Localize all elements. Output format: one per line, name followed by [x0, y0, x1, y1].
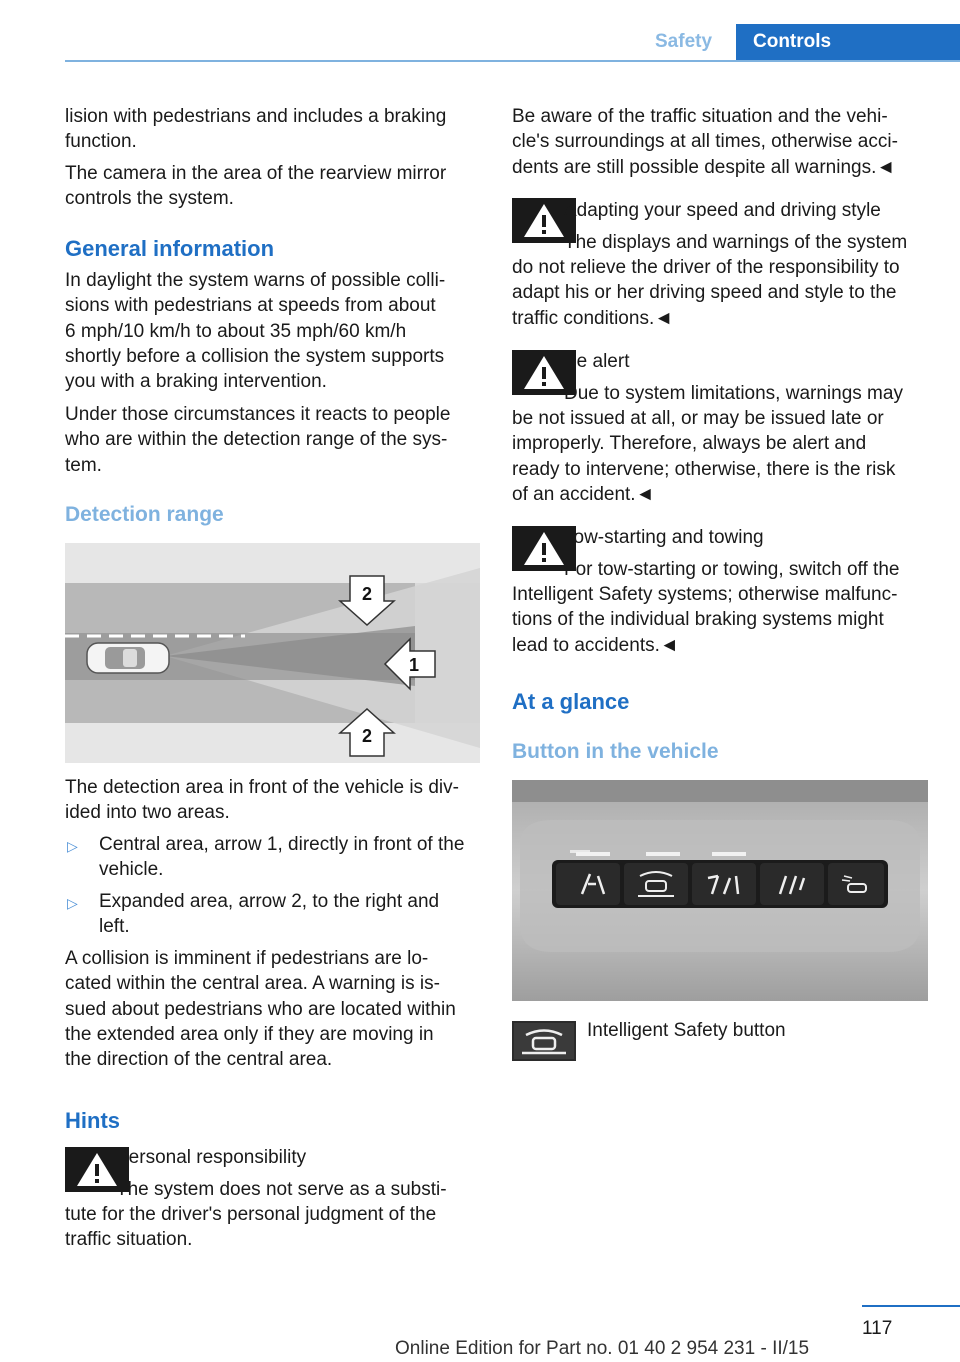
- warning-be-alert-title: Be alert: [564, 351, 630, 372]
- header-rule: [65, 60, 960, 62]
- circumstances-paragraph: Under those circumstances it reacts to people who are within the detection range of the sys- tem.: [65, 404, 451, 476]
- warning-towing-title: Tow-starting and towing: [564, 527, 764, 548]
- bullet-2-text: Expanded area, arrow 2, to the right and left.: [99, 891, 440, 938]
- collision-paragraph: A collision is imminent if pedestrians are lo- cated within the central area. A warning is is- sued about pedestrians who are located within the extended area only if they are moving in the direction of the central area.: [65, 948, 456, 1071]
- hints-heading: Hints: [65, 1108, 120, 1133]
- detection-area-paragraph: The detection area in front of the vehicle is div- ided into two areas.: [65, 777, 459, 824]
- header-chapter-tab: [736, 24, 960, 62]
- header-section: Safety: [655, 31, 713, 52]
- intelligent-safety-button-icon: [624, 863, 688, 905]
- warning-be-alert-first-line: Due to system limitations, warnings may: [564, 383, 903, 404]
- header-chapter-label: Controls: [753, 31, 832, 52]
- page-number: 117: [862, 1318, 893, 1339]
- at-a-glance-heading: At a glance: [512, 689, 630, 714]
- arrow-2-bottom-label: 2: [361, 726, 373, 746]
- bullet-1-marker: ▷: [67, 838, 78, 854]
- lane-departure-button-icon: [692, 863, 756, 905]
- camera-paragraph: The camera in the area of the rearview mirror controls the system.: [65, 163, 447, 210]
- detection-range-heading: Detection range: [65, 503, 224, 526]
- intelligent-safety-button-icon: [512, 1021, 576, 1061]
- warning-speed-title: Adapting your speed and driving style: [564, 200, 881, 221]
- warning-personal-responsibility-title: Personal responsibility: [116, 1147, 307, 1168]
- arrow-2-top-label: 2: [361, 584, 373, 604]
- warning-speed-first-line: The displays and warnings of the system: [564, 232, 908, 253]
- warning-towing-body: Intelligent Safety systems; otherwise malfunc- tions of the individual braking systems might lead to accidents.◄: [512, 584, 898, 656]
- button-in-vehicle-heading: Button in the vehicle: [512, 740, 719, 763]
- warning-towing-first-line: For tow-starting or towing, switch off the: [564, 559, 900, 580]
- vehicle-icon: [87, 643, 169, 673]
- general-information-paragraph: In daylight the system warns of possible colli- sions with pedestrians at speeds from about 6 mph/10 km/h to about 35 mph/60 km/h shortly before a collision the system supports you with a braking intervention.: [65, 270, 446, 393]
- general-information-heading: General information: [65, 236, 275, 261]
- warning-speed-body: do not relieve the driver of the responsibility to adapt his or her driving speed and style to the traffic conditions.◄: [512, 257, 900, 329]
- warning-be-alert-body: be not issued at all, or may be issued late or improperly. Therefore, always be alert and ready to intervene; otherwise, there is the risk of an accident.◄: [512, 408, 896, 505]
- detection-range-figure: [65, 543, 480, 763]
- footer-rule: [862, 1305, 960, 1307]
- button-panel-photo: [512, 780, 928, 1001]
- arrow-1-label: 1: [408, 655, 420, 675]
- bullet-1-text: Central area, arrow 1, directly in front of the vehicle.: [99, 834, 465, 881]
- intro-paragraph: lision with pedestrians and includes a braking function.: [65, 106, 447, 153]
- warning-personal-responsibility-body: tute for the driver's personal judgment of the traffic situation.: [65, 1204, 437, 1251]
- warning-personal-responsibility-first-line: The system does not serve as a substi-: [116, 1179, 447, 1200]
- lane-change-button-icon: [760, 863, 824, 905]
- pedestrian-warning-button-icon: [556, 863, 620, 905]
- be-aware-paragraph: Be aware of the traffic situation and the vehi- cle's surroundings at all times, otherwise acci- dents are still possible despite all warnings.◄: [512, 106, 898, 178]
- parking-assist-button-icon: [828, 863, 884, 905]
- intelligent-safety-button-label: Intelligent Safety button: [587, 1020, 786, 1041]
- edition-footer: Online Edition for Part no. 01 40 2 954 231 - II/15: [395, 1338, 810, 1359]
- bullet-2-marker: ▷: [67, 895, 78, 911]
